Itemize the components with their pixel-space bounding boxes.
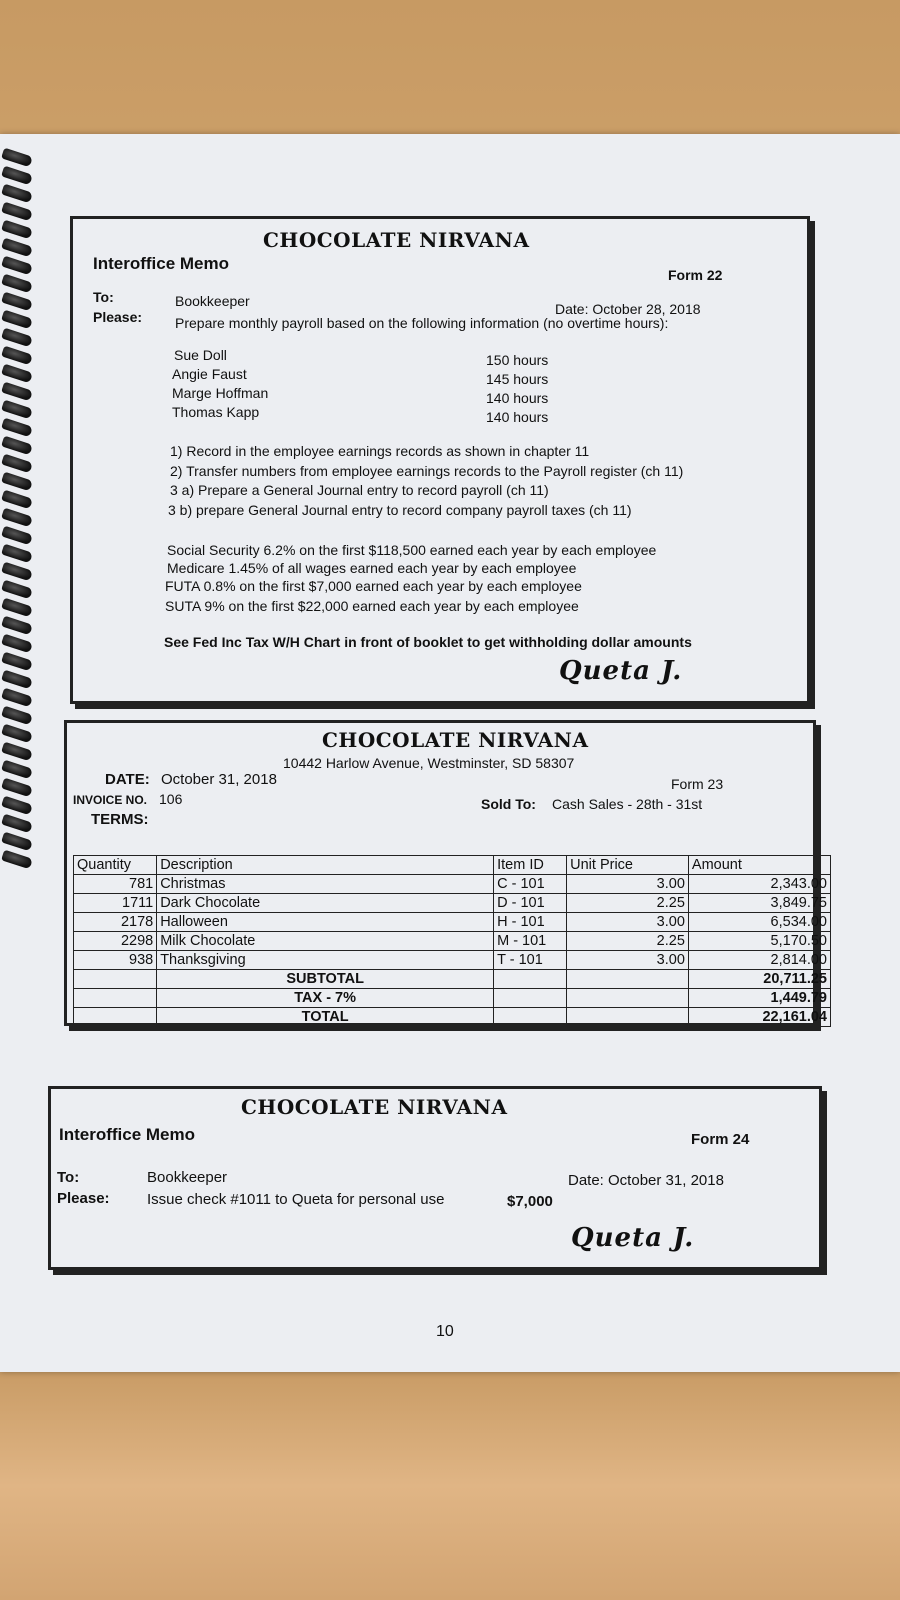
col-quantity: Quantity (74, 856, 157, 875)
employee-hours: 140 hours (486, 409, 549, 425)
row-amount: 2,343.00 (688, 875, 830, 894)
row-item-id: T - 101 (494, 951, 567, 970)
empty-cell (567, 1008, 689, 1027)
row-unit-price: 3.00 (567, 913, 689, 932)
date-label: DATE: (105, 771, 150, 788)
memo-date: Date: October 28, 2018 (555, 301, 701, 317)
empty-cell (494, 989, 567, 1008)
row-unit-price: 3.00 (567, 951, 689, 970)
subtotal-label: SUBTOTAL (157, 970, 494, 989)
instruction-step: 2) Transfer numbers from employee earnings records to the Payroll register (ch 11) (170, 463, 684, 479)
instruction-step: 1) Record in the employee earnings records as shown in chapter 11 (170, 443, 590, 459)
col-amount: Amount (688, 856, 830, 875)
row-quantity: 2298 (74, 932, 157, 951)
please-label: Please: (93, 309, 143, 325)
signature: Queta J. (559, 656, 683, 686)
terms-label: TERMS: (91, 811, 149, 828)
table-row (74, 932, 831, 951)
please-label: Please: (57, 1190, 110, 1207)
invoice-no-value: 106 (159, 791, 183, 807)
withholding-note: See Fed Inc Tax W/H Chart in front of booklet to get withholding dollar amounts (164, 634, 692, 650)
sold-to-value: Cash Sales - 28th - 31st (552, 796, 703, 812)
memo-title: Interoffice Memo (59, 1125, 196, 1144)
row-amount: 2,814.00 (688, 951, 830, 970)
row-quantity: 2178 (74, 913, 157, 932)
instruction-step: 3 a) Prepare a General Journal entry to record payroll (ch 11) (170, 482, 549, 498)
tax-label: TAX - 7% (157, 989, 494, 1008)
row-quantity: 781 (74, 875, 157, 894)
tax-rule: Social Security 6.2% on the first $118,500 earned each year by each employee (167, 542, 657, 558)
employee-name: Thomas Kapp (172, 404, 260, 420)
row-item-id: D - 101 (494, 894, 567, 913)
row-item-id: C - 101 (494, 875, 567, 894)
empty-cell (74, 989, 157, 1008)
row-description: Milk Chocolate (157, 932, 494, 951)
employee-name: Marge Hoffman (172, 385, 269, 401)
table-surface (0, 1372, 900, 1600)
empty-cell (494, 970, 567, 989)
employee-name: Sue Doll (174, 347, 227, 363)
col-unit-price: Unit Price (567, 856, 689, 875)
to-value: Bookkeeper (175, 293, 250, 309)
invoice-form-23 (64, 720, 827, 1026)
empty-cell (494, 1008, 567, 1027)
col-item-id: Item ID (494, 856, 567, 875)
row-quantity: 938 (74, 951, 157, 970)
row-description: Christmas (157, 875, 494, 894)
memo-form-22 (70, 216, 810, 704)
tax-rule: SUTA 9% on the first $22,000 earned each year by each employee (165, 598, 579, 614)
empty-cell (567, 970, 689, 989)
form-number: Form 22 (668, 267, 723, 283)
form-number: Form 24 (691, 1131, 750, 1148)
employee-hours: 140 hours (486, 390, 549, 406)
to-value: Bookkeeper (147, 1169, 228, 1186)
empty-cell (74, 1008, 157, 1027)
please-value: Issue check #1011 to Queta for personal use (147, 1191, 445, 1208)
invoice-table (73, 855, 831, 1027)
total-value: 22,161.04 (688, 1008, 830, 1027)
signature: Queta J. (571, 1223, 695, 1253)
memo-brand: CHOCOLATE NIRVANA (263, 228, 530, 252)
row-unit-price: 2.25 (567, 932, 689, 951)
table-header-row (74, 856, 831, 875)
invoice-no-label: INVOICE NO. (73, 793, 148, 807)
tax-value: 1,449.79 (688, 989, 830, 1008)
employee-hours: 145 hours (486, 371, 549, 387)
tax-rule: Medicare 1.45% of all wages earned each year by each employee (167, 560, 577, 576)
check-amount: $7,000 (507, 1193, 553, 1210)
spiral-binding (0, 150, 36, 880)
table-row (74, 875, 831, 894)
table-row (74, 894, 831, 913)
employee-hours: 150 hours (486, 352, 549, 368)
tax-row (74, 989, 831, 1008)
date-value: October 31, 2018 (161, 771, 277, 788)
memo-brand: CHOCOLATE NIRVANA (241, 1095, 508, 1119)
row-amount: 5,170.50 (688, 932, 830, 951)
page-number: 10 (436, 1323, 454, 1340)
to-label: To: (57, 1169, 80, 1186)
row-item-id: H - 101 (494, 913, 567, 932)
total-label: TOTAL (157, 1008, 494, 1027)
sold-to-label: Sold To: (481, 796, 536, 812)
row-quantity: 1711 (74, 894, 157, 913)
subtotal-row (74, 970, 831, 989)
instruction-step: 3 b) prepare General Journal entry to record company payroll taxes (ch 11) (168, 502, 632, 518)
please-value: Prepare monthly payroll based on the following information (no overtime hours): (175, 315, 669, 331)
row-description: Thanksgiving (157, 951, 494, 970)
memo-date: Date: October 31, 2018 (568, 1172, 724, 1189)
row-description: Dark Chocolate (157, 894, 494, 913)
row-item-id: M - 101 (494, 932, 567, 951)
subtotal-value: 20,711.25 (688, 970, 830, 989)
memo-form-24 (48, 1086, 822, 1270)
row-amount: 6,534.00 (688, 913, 830, 932)
row-unit-price: 3.00 (567, 875, 689, 894)
row-amount: 3,849.75 (688, 894, 830, 913)
employee-name: Angie Faust (172, 366, 247, 382)
row-description: Halloween (157, 913, 494, 932)
empty-cell (567, 989, 689, 1008)
col-description: Description (157, 856, 494, 875)
invoice-brand: CHOCOLATE NIRVANA (322, 728, 589, 752)
tax-rule: FUTA 0.8% on the first $7,000 earned each year by each employee (165, 578, 582, 594)
form-number: Form 23 (671, 776, 724, 792)
to-label: To: (93, 289, 114, 305)
invoice-address: 10442 Harlow Avenue, Westminster, SD 58307 (283, 755, 575, 771)
table-row (74, 913, 831, 932)
table-row (74, 951, 831, 970)
memo-title: Interoffice Memo (93, 254, 230, 273)
row-unit-price: 2.25 (567, 894, 689, 913)
empty-cell (74, 970, 157, 989)
total-row (74, 1008, 831, 1027)
